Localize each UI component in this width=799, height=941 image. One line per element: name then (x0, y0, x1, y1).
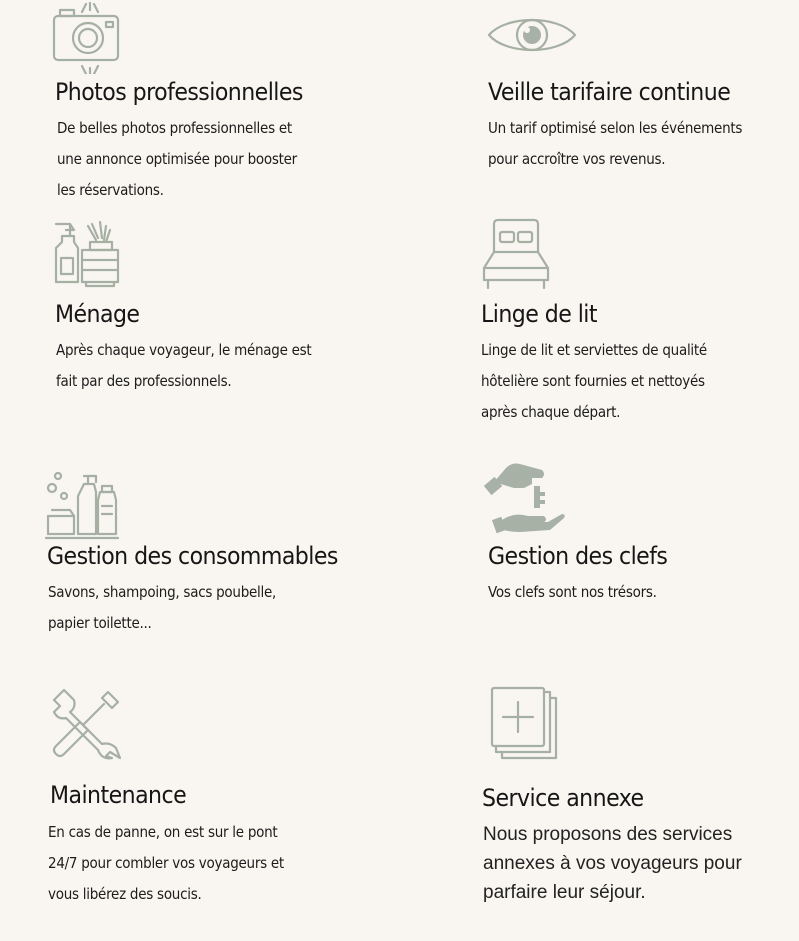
feature-title: Service annexe (482, 784, 644, 812)
feature-title: Photos professionnelles (55, 78, 303, 106)
eye-icon (486, 12, 578, 58)
feature-description: Après chaque voyageur, le ménage est fait par des professionnels. (56, 341, 312, 390)
feature-title: Maintenance (50, 781, 187, 809)
feature-title: Gestion des consommables (47, 542, 338, 570)
feature-title: Gestion des clefs (488, 542, 668, 570)
feature-description: Linge de lit et serviettes de qualité hôtelière sont fournies et nettoyés après chaque départ. (481, 341, 707, 421)
cleaning-supplies-icon (52, 220, 122, 288)
camera-icon (52, 2, 124, 74)
bed-icon (480, 216, 552, 290)
feature-description: Un tarif optimisé selon les événements pour accroître vos revenus. (488, 119, 743, 168)
feature-title: Linge de lit (481, 300, 597, 328)
wrench-screwdriver-icon (50, 688, 122, 760)
feature-description: Nous proposons des services annexes à vos voyageurs pour parfaire leur séjour. (483, 824, 742, 903)
feature-description: Vos clefs sont nos trésors. (488, 583, 657, 601)
key-handover-icon (484, 460, 568, 536)
feature-description: En cas de panne, on est sur le pont 24/7 pour combler vos voyageurs et vous libérez des soucis. (48, 823, 284, 903)
feature-title: Veille tarifaire continue (488, 78, 731, 106)
add-service-icon (490, 686, 564, 760)
toiletries-icon (44, 470, 120, 540)
feature-description: De belles photos professionnelles et une annonce optimisée pour booster les réservations. (57, 119, 297, 199)
feature-title: Ménage (55, 300, 140, 328)
feature-description: Savons, shampoing, sacs poubelle, papier toilette... (48, 583, 277, 632)
